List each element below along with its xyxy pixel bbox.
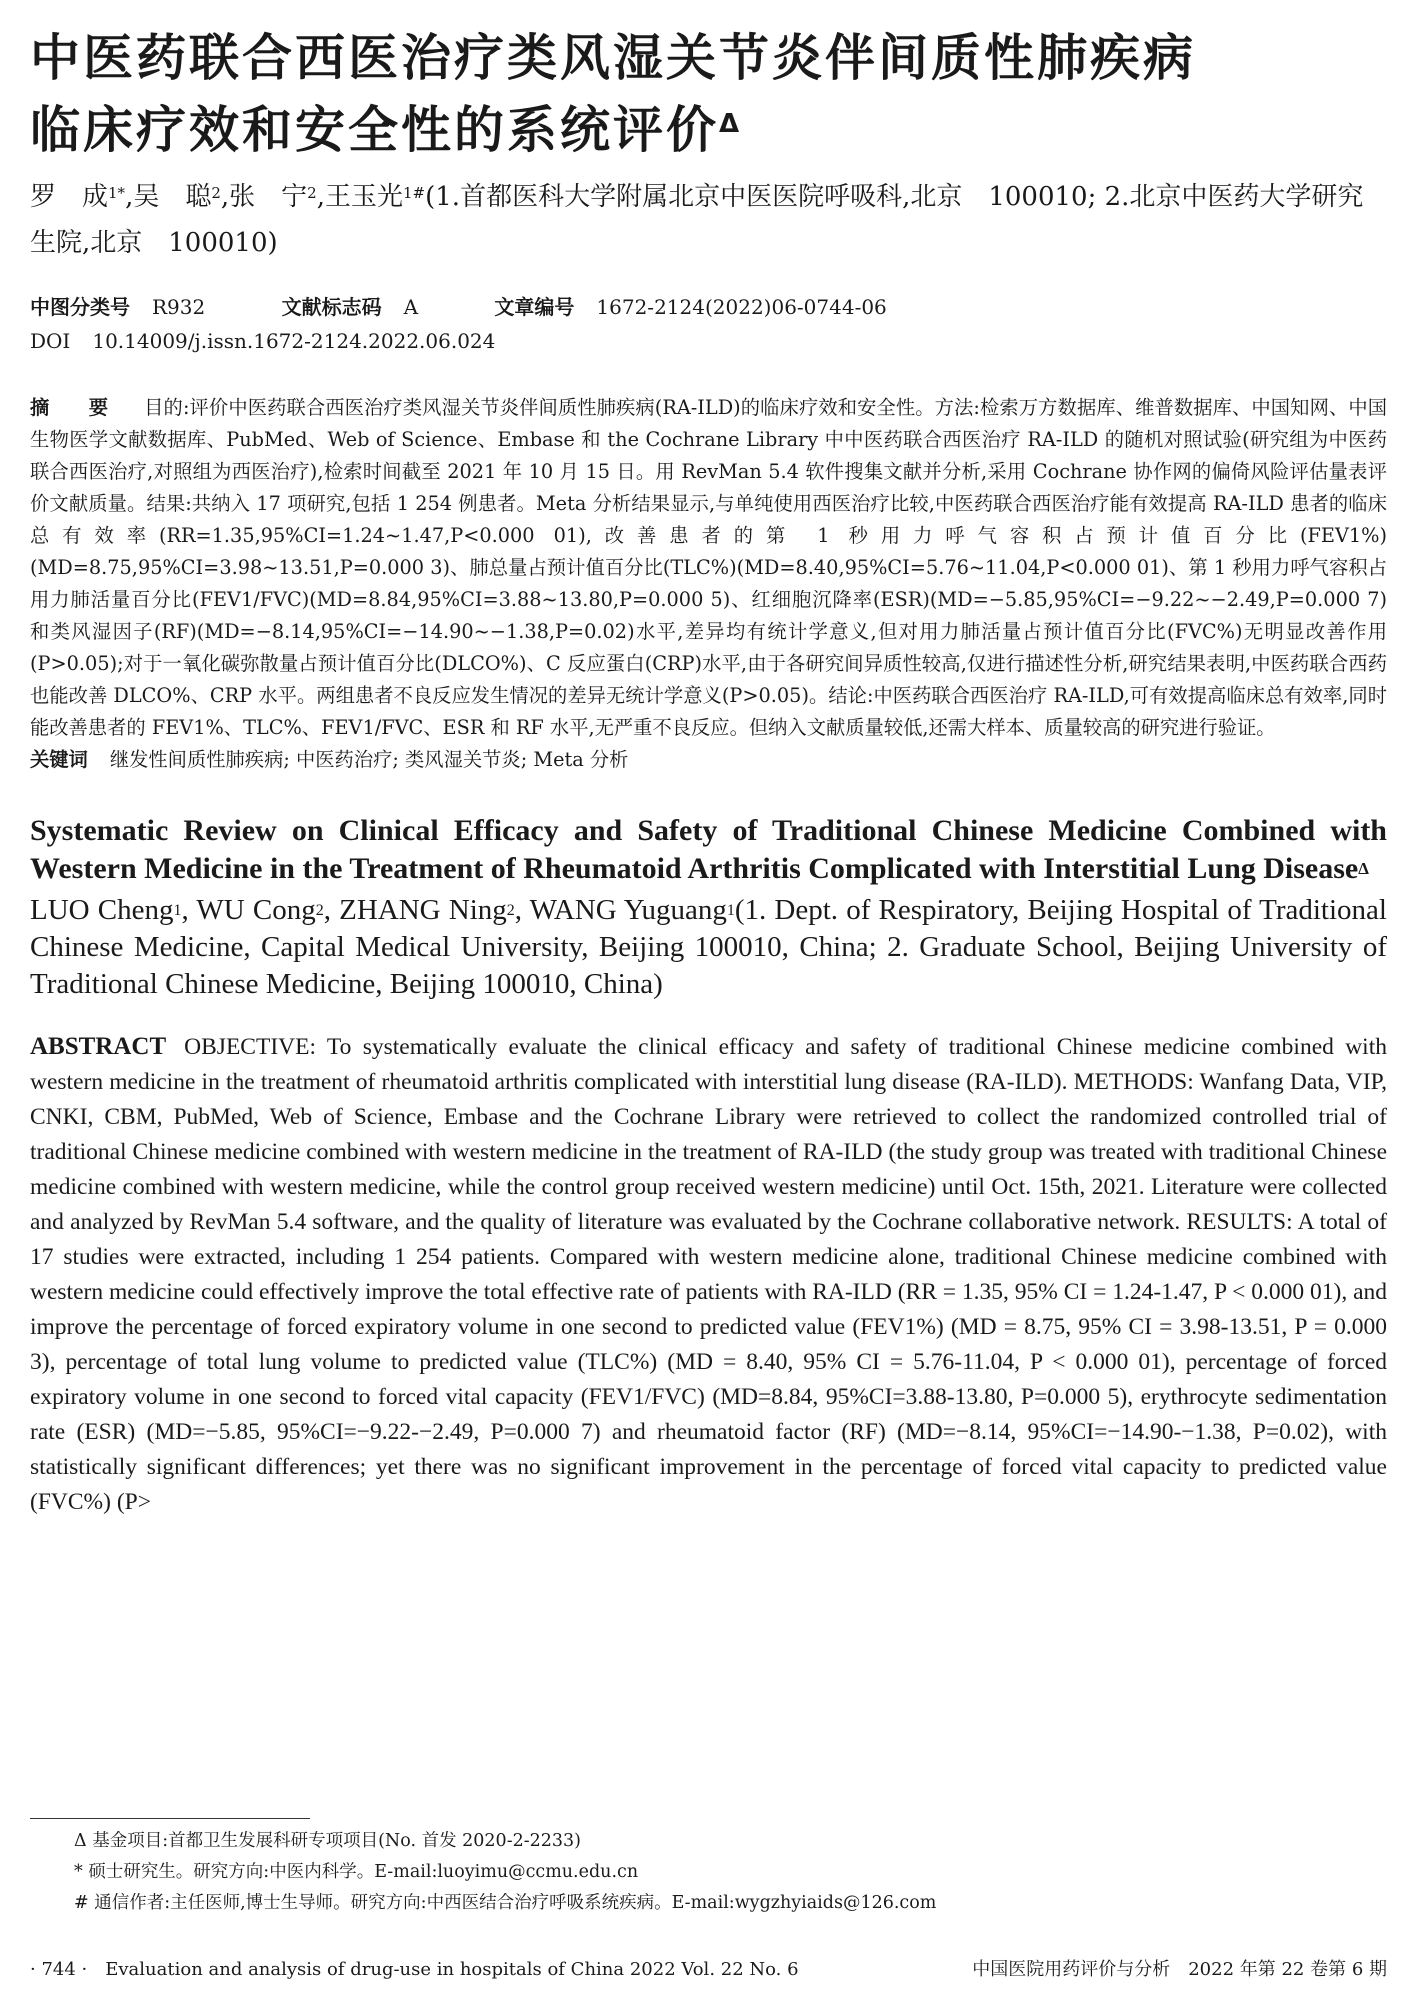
article-number-value: 1672-2124(2022)06-0744-06: [596, 295, 887, 319]
author-name: ZHANG Ning: [339, 894, 507, 926]
doi-label: DOI: [30, 329, 71, 353]
doc-code-group: [282, 295, 418, 319]
chinese-title: [30, 22, 1387, 166]
chinese-keywords: [30, 744, 1387, 776]
chinese-affiliation: (1.首都医科大学附属北京中医医院呼吸科,北京 100010; 2.北京中医药大学研究生院,北京 100010): [30, 182, 1364, 258]
author-sup: 2: [307, 184, 317, 202]
chinese-keywords-label: 关键词: [30, 748, 88, 771]
author-sup: 2: [506, 902, 515, 919]
footnote-fund: Δ 基金项目:首都卫生发展科研专项项目(No. 首发 2020-2-2233): [74, 1831, 582, 1851]
doc-code-value: A: [403, 295, 419, 319]
footnote-corresponding-author: # 通信作者:主任医师,博士生导师。研究方向:中西医结合治疗呼吸系统疾病。E-mail:wygzhyiaids@126.com: [74, 1893, 937, 1913]
chinese-title-line1: 中医药联合西医治疗类风湿关节炎伴间质性肺疾病: [30, 29, 1196, 87]
title-fund-mark: Δ: [719, 109, 743, 139]
author-sup: 2: [211, 184, 221, 202]
article-meta: [30, 290, 1387, 358]
clc-group: [30, 295, 205, 319]
footnote-divider: [30, 1818, 310, 1819]
author-name: 吴 聪: [133, 182, 212, 212]
article-number-label: 文章编号: [494, 295, 575, 319]
chinese-abstract-label: 摘 要: [30, 396, 119, 419]
author-name: LUO Cheng: [30, 894, 174, 926]
footer-journal-chinese: 中国医院用药评价与分析 2022 年第 22 卷第 6 期: [972, 1959, 1387, 1980]
chinese-abstract-text: 目的:评价中医药联合西医治疗类风湿关节炎伴间质性肺疾病(RA-ILD)的临床疗效和安全性。方法:检索万方数据库、维普数据库、中国知网、中国生物医学文献数据库、PubMed、Web of Science、Embase 和 the Cochrane Library 中中医药联合西医治疗 RA-ILD 的随机对照试验(研究组为中医药联合西医治疗,对照组为西医治疗),检索时间截至 2021 年 10 月 15 日。用 RevMan 5.4 软件搜集文献并分析,采用 Cochrane 协作网的偏倚风险评估量表评价文献质量。结果:共纳入 17 项研究,包括 1 254 例患者。Meta 分析结果显示,与单纯使用西医治疗比较,中医药联合西医治疗能有效提高 RA-ILD 患者的临床总有效率(RR=1.35,95%CI=1.24~1.47,P<0.000 01),改善患者的第 1 秒用力呼气容积占预计值百分比(FEV1%)(MD=8.75,95%CI=3.98~13.51,P=0.000 3)、肺总量占预计值百分比(TLC%)(MD=8.40,95%CI=5.76~11.04,P<0.000 01)、第 1 秒用力呼气容积占用力肺活量百分比(FEV1/FVC)(MD=8.84,95%CI=3.88~13.80,P=0.000 5)、红细胞沉降率(ESR)(MD=−5.85,95%CI=−9.22~−2.49,P=0.000 7)和类风湿因子(RF)(MD=−8.14,95%CI=−14.90~−1.38,P=0.02)水平,差异均有统计学意义,但对用力肺活量占预计值百分比(FVC%)无明显改善作用(P>0.05);对于一氧化碳弥散量占预计值百分比(DLCO%)、C 反应蛋白(CRP)水平,由于各研究间异质性较高,仅进行描述性分析,研究结果表明,中医药联合西药也能改善 DLCO%、CRP 水平。两组患者不良反应发生情况的差异无统计学意义(P>0.05)。结论:中医药联合西医治疗 RA-ILD,可有效提高临床总有效率,同时能改善患者的 FEV1%、TLC%、FEV1/FVC、ESR 和 RF 水平,无严重不良反应。但纳入文献质量较低,还需大样本、质量较高的研究进行验证。: [30, 396, 1388, 739]
english-authors: LUO Cheng$^1$, WU Cong$^2$, ZHANG Ning$^2$, WANG Yuguang$^1$(1. Dept. of Respiratory, Beijing Hospital of Traditional Chinese Medicine, Capital Medical University, Beijing 100010, China; 2. Graduate School, Beijing University of Traditional Chinese Medicine, Beijing 100010, China): [30, 894, 1387, 1000]
english-abstract-text: OBJECTIVE: To systematically evaluate the clinical efficacy and safety of traditional Chinese medicine combined with western medicine in the treatment of rheumatoid arthritis complicated with interstitial lung disease (RA-ILD). METHODS: Wanfang Data, VIP, CNKI, CBM, PubMed, Web of Science, Embase and the Cochrane Library were retrieved to collect the randomized controlled trial of traditional Chinese medicine combined with western medicine in the treatment of RA-ILD (the study group was treated with traditional Chinese medicine combined with western medicine, while the control group received western medicine) until Oct. 15th, 2021. Literature were collected and analyzed by RevMan 5.4 software, and the quality of literature was evaluated by the Cochrane collaborative network. RESULTS: A total of 17 studies were extracted, including 1 254 patients. Compared with western medicine alone, traditional Chinese medicine combined with western medicine could effectively improve the total effective rate of patients with RA-ILD (RR = 1.35, 95% CI = 1.24-1.47, P < 0.000 01), and improve the percentage of forced expiratory volume in one second to predicted value (FEV1%) (MD = 8.75, 95% CI = 3.98-13.51, P = 0.000 3), percentage of total lung volume to predicted value (TLC%) (MD = 8.40, 95% CI = 5.76-11.04, P < 0.000 01), percentage of forced expiratory volume in one second to forced vital capacity (FEV1/FVC) (MD=8.84, 95%CI=3.88-13.80, P=0.000 5), erythrocyte sedimentation rate (ESR) (MD=−5.85, 95%CI=−9.22-−2.49, P=0.000 7) and rheumatoid factor (RF) (MD=−8.14, 95%CI=−14.90-−1.38, P=0.02), with statistically significant differences; yet there was no significant improvement in the percentage of forced vital capacity to predicted value (FVC%) (P>: [30, 1034, 1387, 1515]
author-sup: 1*: [108, 184, 126, 202]
meta-row-classification: [30, 290, 1387, 324]
footer-journal-english: · 744 · Evaluation and analysis of drug-use in hospitals of China 2022 Vol. 22 No. 6: [30, 1959, 799, 1980]
doi-value: 10.14009/j.issn.1672-2124.2022.06.024: [92, 329, 496, 353]
author-sup: 1#: [403, 184, 426, 202]
author-name: 张 宁: [229, 182, 308, 212]
english-title-fund-mark: Δ: [1358, 859, 1369, 878]
english-affiliation: (1. Dept. of Respiratory, Beijing Hospital of Traditional Chinese Medicine, Capital Medical University, Beijing 100010, China; 2. Graduate School, Beijing University of Traditional Chinese Medicine, Beijing 100010, China): [30, 894, 1387, 1000]
chinese-authors: 罗 成$^{1*}$,吴 聪$^2$,张 宁$^2$,王玉光$^{1\#}$(1.首都医科大学附属北京中医医院呼吸科,北京 100010; 2.北京中医药大学研究生院,北京 100010): [30, 182, 1364, 258]
footnote-first-author: * 硕士研究生。研究方向:中医内科学。E-mail:luoyimu@ccmu.edu.cn: [74, 1862, 639, 1882]
clc-value: R932: [152, 295, 206, 319]
chinese-abstract: [30, 392, 1387, 744]
author-sup: 1: [726, 902, 735, 919]
clc-label: 中图分类号: [30, 295, 130, 319]
author-sup: 2: [315, 902, 324, 919]
article-page: [30, 22, 1387, 1520]
author-name: 王玉光: [324, 182, 403, 212]
article-number-group: [494, 295, 886, 319]
chinese-keywords-text: 继发性间质性肺疾病; 中医药治疗; 类风湿关节炎; Meta 分析: [109, 748, 629, 771]
english-title-text: Systematic Review on Clinical Efficacy and Safety of Traditional Chinese Medicine Combined with Western Medicine in the Treatment of Rheumatoid Arthritis Complicated with Interstitial Lung Disease: [30, 814, 1387, 885]
author-name: 罗 成: [30, 182, 109, 212]
author-sup: 1: [173, 902, 182, 919]
author-name: WANG Yuguang: [529, 894, 727, 926]
meta-row-doi: [30, 324, 1387, 358]
english-abstract-label: ABSTRACT: [30, 1033, 167, 1060]
footnotes: [74, 1826, 936, 1919]
english-abstract: [30, 1029, 1387, 1520]
english-title: [30, 812, 1387, 888]
author-name: WU Cong: [196, 894, 316, 926]
chinese-title-line2: 临床疗效和安全性的系统评价: [30, 101, 719, 159]
doc-code-label: 文献标志码: [281, 295, 382, 319]
